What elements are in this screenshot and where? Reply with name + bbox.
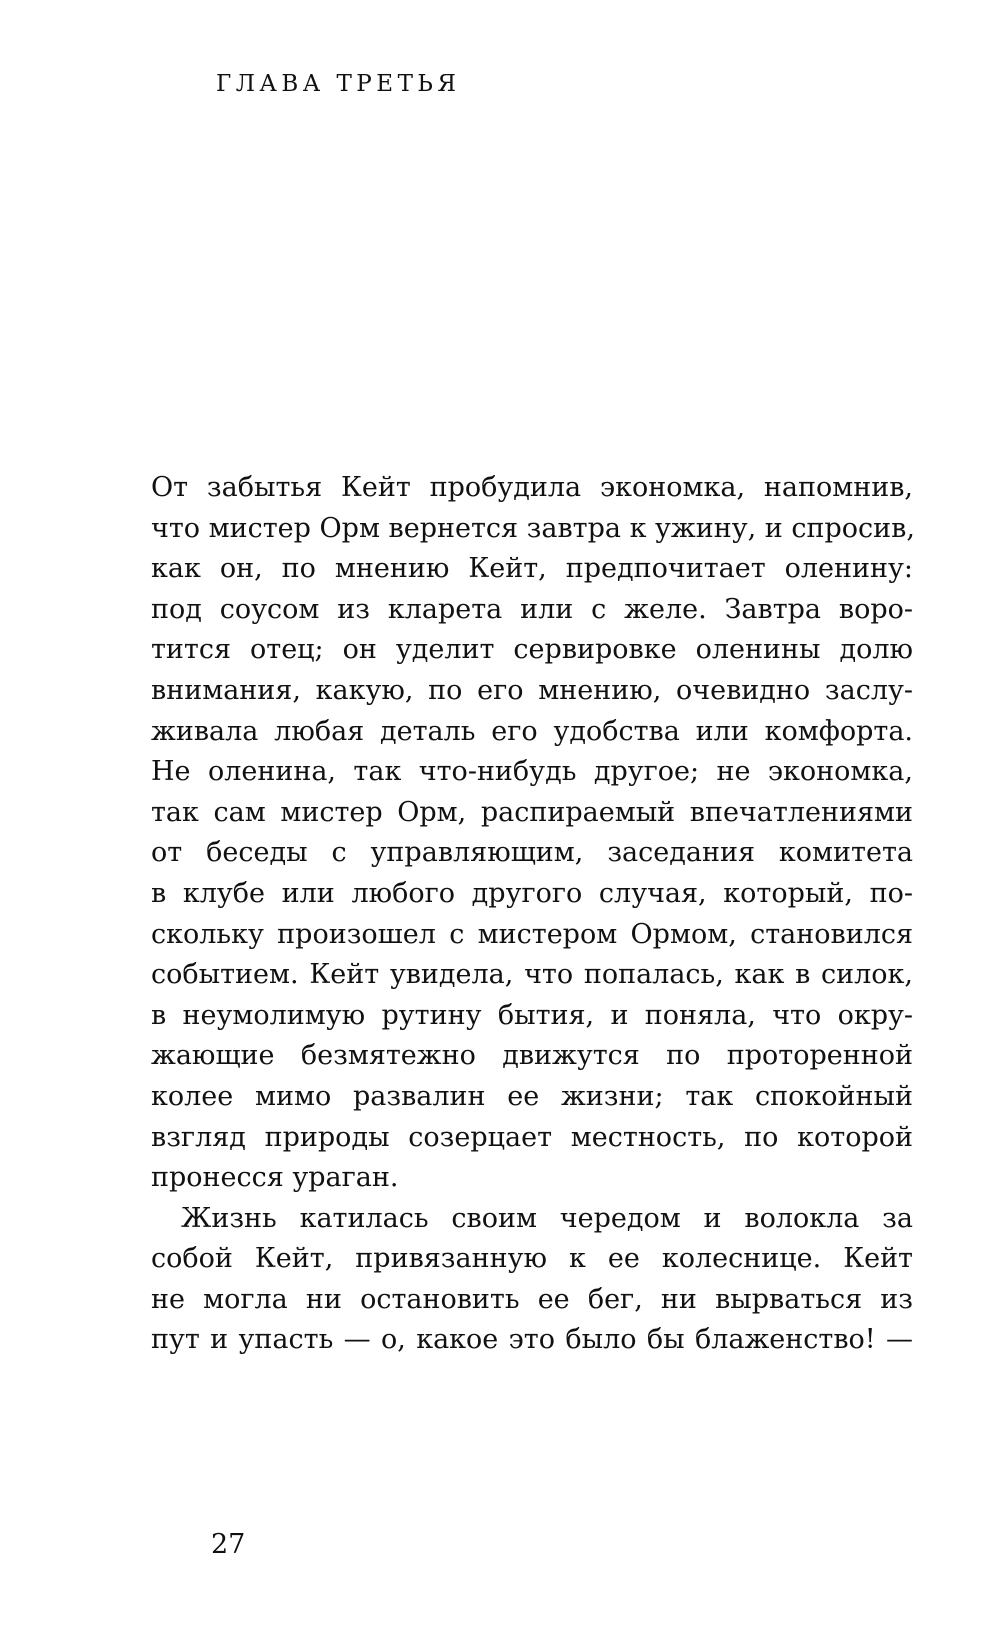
- text-line: собой Кейт, привязанную к ее колеснице. Кейт: [151, 1243, 913, 1275]
- text-line: скольку произошел с мистером Ормом, становился: [151, 918, 913, 950]
- text-line: в неумолимую рутину бытия, и поняла, что окру-: [151, 999, 913, 1031]
- text-line: внимания, какую, по его мнению, очевидно заслу-: [151, 674, 913, 706]
- text-line: под соусом из кларета или с желе. Завтра воро-: [151, 593, 913, 625]
- body-text: [151, 468, 913, 1361]
- text-line: пут и упасть — о, какое это было бы блаженство! —: [151, 1324, 913, 1356]
- running-head: ГЛАВА ТРЕТЬЯ: [216, 71, 461, 97]
- text-line: что мистер Орм вернется завтра к ужину, и спросив,: [151, 512, 915, 544]
- text-line: Не оленина, так что-нибудь другое; не экономка,: [151, 756, 913, 788]
- text-line: колее мимо развалин ее жизни; так спокойный: [151, 1080, 913, 1112]
- text-line: пронесся ураган.: [151, 1162, 399, 1194]
- text-line: От забытья Кейт пробудила экономка, напомнив,: [151, 472, 913, 503]
- text-line: жающие безмятежно движутся по проторенной: [151, 1040, 913, 1072]
- page-number: 27: [211, 1529, 246, 1560]
- text-line: так сам мистер Орм, распираемый впечатлениями: [151, 796, 913, 828]
- text-line: как он, по мнению Кейт, предпочитает оленину:: [151, 553, 913, 585]
- text-line: тится отец; он уделит сервировке оленины долю: [151, 634, 913, 666]
- text-line: в клубе или любого другого случая, который, по-: [151, 877, 913, 909]
- text-line: не могла ни остановить ее бег, ни вырваться из: [151, 1283, 913, 1315]
- text-line: живала любая деталь его удобства или комфорта.: [151, 715, 913, 747]
- text-line: взгляд природы созерцает местность, по которой: [151, 1121, 913, 1153]
- text-line: событием. Кейт увидела, что попалась, как в силок,: [151, 959, 913, 991]
- text-line: Жизнь катилась своим чередом и волокла за: [181, 1202, 913, 1234]
- text-line: от беседы с управляющим, заседания комитета: [151, 837, 913, 869]
